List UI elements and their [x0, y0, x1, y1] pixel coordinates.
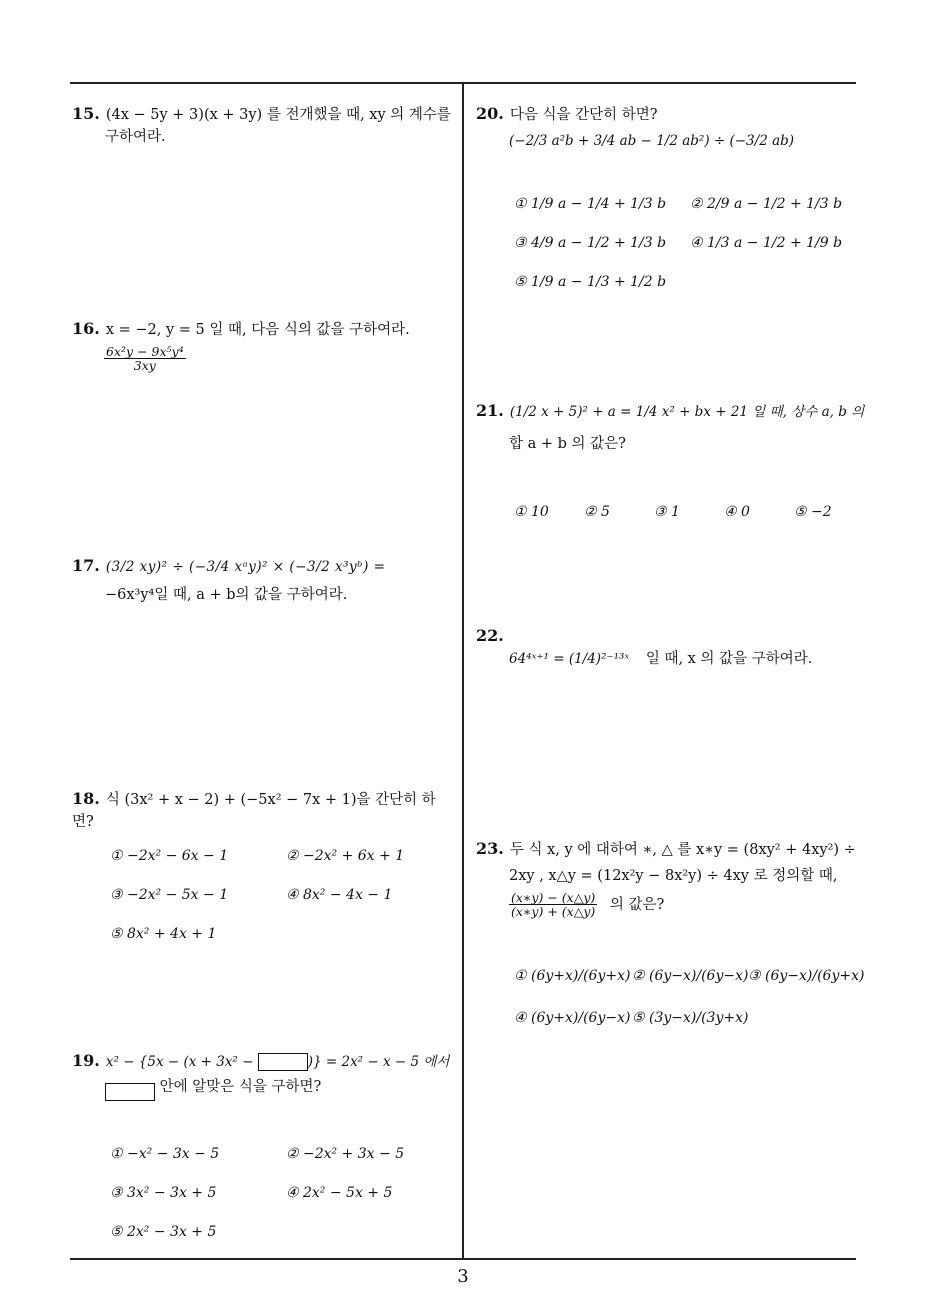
question-16: [72, 318, 457, 372]
option-2[interactable]: ② −2x² + 3x − 5: [286, 1146, 405, 1162]
question-number: 21.: [476, 401, 504, 420]
question-number: 19.: [72, 1051, 100, 1070]
question-text-cont: −6x³y⁴일 때, a + b의 값을 구하여라.: [105, 587, 348, 603]
option-2[interactable]: ② (6y−x)/(6y−x): [632, 968, 749, 984]
question-text-cont: 일 때, x 의 값을 구하여라.: [645, 651, 813, 667]
equation: (1/2 x + 5)² + a = 1/4 x² + bx + 21 일 때, 상수 a, b 의: [509, 404, 865, 420]
option-3[interactable]: ③ −2x² − 5x − 1: [110, 887, 229, 903]
option-5[interactable]: ⑤ (3y−x)/(3y+x): [632, 1010, 749, 1026]
option-4[interactable]: ④ 1/3 a − 1/2 + 1/9 b: [690, 235, 843, 251]
fraction: [509, 891, 597, 918]
denominator: 3xy: [133, 358, 156, 373]
question-15: [72, 103, 457, 148]
option-2[interactable]: ② 5: [584, 504, 610, 520]
expression: (−2/3 a²b + 3/4 ab − 1/2 ab²) ÷ (−3/2 ab): [509, 133, 795, 149]
equation-part-1: x² − {5x − (x + 3x² −: [105, 1054, 258, 1070]
question-18: [72, 788, 457, 833]
question-number: 15.: [72, 104, 100, 123]
question-17: [72, 555, 457, 612]
question-text-cont: 합 a + b 의 값은?: [509, 436, 626, 452]
option-2[interactable]: ② 2/9 a − 1/2 + 1/3 b: [690, 196, 843, 212]
option-1[interactable]: ① 10: [514, 504, 549, 520]
question-19: [72, 1050, 462, 1101]
option-5[interactable]: ⑤ 1/9 a − 1/3 + 1/2 b: [514, 274, 667, 290]
question-text-cont: 2xy , x△y = (12x²y − 8x²y) ÷ 4xy 로 정의할 때,: [509, 868, 838, 884]
option-1[interactable]: ① (6y+x)/(6y+x): [514, 968, 631, 984]
question-23: [476, 838, 866, 918]
option-3[interactable]: ③ 1: [654, 504, 680, 520]
question-number: 23.: [476, 839, 504, 858]
question-text-end: 의 값은?: [609, 896, 665, 913]
page-number: 3: [457, 1266, 469, 1287]
question-number: 22.: [476, 626, 504, 645]
option-3[interactable]: ③ (6y−x)/(6y+x): [748, 968, 865, 984]
option-5[interactable]: ⑤ −2: [794, 504, 832, 520]
question-text: 두 식 x, y 에 대하여 ∗, △ 를 x∗y = (8xy² + 4xy²) ÷: [509, 842, 856, 858]
answer-box: [105, 1083, 155, 1101]
option-1[interactable]: ① −x² − 3x − 5: [110, 1146, 220, 1162]
numerator: (x∗y) − (x△y): [511, 890, 596, 905]
option-5[interactable]: ⑤ 8x² + 4x + 1: [110, 926, 217, 942]
option-3[interactable]: ③ 3x² − 3x + 5: [110, 1185, 217, 1201]
option-2[interactable]: ② −2x² + 6x + 1: [286, 848, 405, 864]
equation-part-2: )} = 2x² − x − 5 에서: [307, 1054, 450, 1070]
column-divider: [462, 82, 464, 1259]
question-text-cont: 구하여라.: [105, 129, 166, 145]
question-text: x = −2, y = 5 일 때, 다음 식의 값을 구하여라.: [105, 322, 410, 338]
equation: (3/2 xy)² ÷ (−3/4 xᵃy)² × (−3/2 x³yᵇ) =: [105, 559, 386, 575]
question-text: (4x − 5y + 3)(x + 3y) 를 전개했을 때, xy 의 계수를: [105, 107, 451, 123]
question-number: 18.: [72, 789, 100, 808]
numerator: 6x²y − 9x⁵y⁴: [106, 344, 184, 359]
option-4[interactable]: ④ (6y+x)/(6y−x): [514, 1010, 631, 1026]
option-3[interactable]: ③ 4/9 a − 1/2 + 1/3 b: [514, 235, 667, 251]
option-4[interactable]: ④ 0: [724, 504, 750, 520]
option-1[interactable]: ① 1/9 a − 1/4 + 1/3 b: [514, 196, 667, 212]
option-5[interactable]: ⑤ 2x² − 3x + 5: [110, 1224, 217, 1240]
question-text: 식 (3x² + x − 2) + (−5x² − 7x + 1)을 간단히 하면?: [72, 792, 436, 830]
denominator: (x∗y) + (x△y): [511, 904, 596, 919]
answer-box: [258, 1053, 308, 1071]
question-22: [476, 625, 866, 670]
question-number: 16.: [72, 319, 100, 338]
question-text-cont: 안에 알맞은 식을 구하면?: [159, 1079, 322, 1095]
question-21: [476, 400, 866, 465]
option-4[interactable]: ④ 8x² − 4x − 1: [286, 887, 393, 903]
question-text: 다음 식을 간단히 하면?: [509, 107, 658, 123]
equation: 64⁴ˣ⁺¹ = (1/4)²⁻¹³ˣ: [509, 651, 630, 667]
option-4[interactable]: ④ 2x² − 5x + 5: [286, 1185, 393, 1201]
question-number: 20.: [476, 104, 504, 123]
fraction: [104, 345, 186, 372]
question-20: [476, 103, 861, 156]
option-1[interactable]: ① −2x² − 6x − 1: [110, 848, 229, 864]
question-number: 17.: [72, 556, 100, 575]
